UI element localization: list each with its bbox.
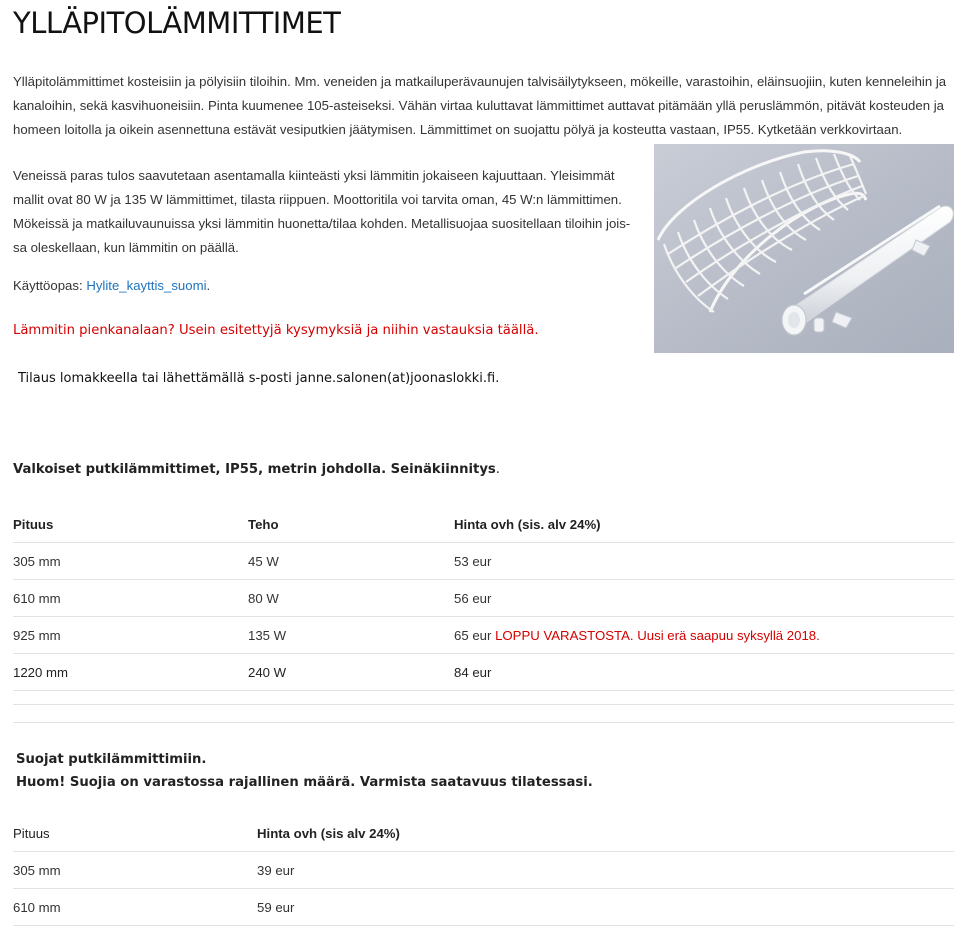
cell-power: 240 W bbox=[248, 654, 454, 691]
table-row bbox=[13, 852, 954, 889]
guide-prefix: Käyttöopas: bbox=[13, 278, 87, 293]
divider bbox=[13, 722, 954, 723]
product-image bbox=[654, 144, 954, 353]
table-row bbox=[13, 543, 954, 580]
cell-price: 53 eur bbox=[454, 543, 954, 580]
table-header-row bbox=[13, 815, 954, 852]
cell-price: 56 eur bbox=[454, 580, 954, 617]
guards-title: Suojat putkilämmittimiin. bbox=[16, 752, 207, 767]
cell-power: 45 W bbox=[248, 543, 454, 580]
heaters-title-dot: . bbox=[495, 462, 500, 477]
table-row bbox=[13, 654, 954, 691]
cell-length: 610 mm bbox=[13, 889, 257, 926]
guide-line bbox=[13, 278, 210, 293]
cell-length: 1220 mm bbox=[13, 654, 248, 691]
heaters-title-text: Valkoiset putkilämmittimet, IP55, metrin johdolla. Seinäkiinnitys bbox=[13, 462, 496, 477]
col-header-length: Pituus bbox=[13, 506, 248, 543]
cell-length: 925 mm bbox=[13, 617, 248, 654]
cell-power: 135 W bbox=[248, 617, 454, 654]
heaters-table bbox=[13, 506, 954, 691]
cell-price: 59 eur bbox=[257, 889, 954, 926]
cell-power: 80 W bbox=[248, 580, 454, 617]
table-row bbox=[13, 580, 954, 617]
divider bbox=[13, 704, 954, 705]
col-header-length: Pituus bbox=[13, 815, 257, 852]
faq-link[interactable]: Lämmitin pienkanalaan? Usein esitettyjä kysymyksiä ja niihin vastauksia täällä. bbox=[13, 323, 539, 338]
out-of-stock-note: LOPPU VARASTOSTA. Uusi erä saapuu syksyllä 2018. bbox=[495, 627, 820, 643]
intro-paragraph: Ylläpitolämmittimet kosteisiin ja pölyisiin tiloihin. Mm. veneiden ja matkailuperävaunujen talvisäilytykseen, mökeille, varastoihin, eläinsuojiin, kuten kenneleihin ja kanaloihin, sekä kasvihuoneisiin. Pinta kuumenee 105-asteiseksi. Vähän virtaa kuluttavat lämmittimet auttavat pitämään yllä peruslämmön, pitävät kosteuden ja homeen loitolla ja oikein asennettuna estävät vesiputkien jäätymisen. Lämmittimet on suojattu pölyä ja kosteutta vastaan, IP55. Kytketään verkkovirtaan. bbox=[13, 74, 947, 137]
guards-stock-note: Huom! Suojia on varastossa rajallinen määrä. Varmista saatavuus tilatessasi. bbox=[16, 775, 593, 790]
table-header-row bbox=[13, 506, 954, 543]
heaters-title bbox=[13, 462, 500, 477]
cell-length: 610 mm bbox=[13, 580, 248, 617]
page-title: YLLÄPITOLÄMMITTIMET bbox=[13, 6, 341, 40]
table-row bbox=[13, 617, 954, 654]
guide-suffix: . bbox=[206, 278, 211, 293]
cell-price-with-note bbox=[454, 617, 954, 654]
guards-table bbox=[13, 815, 954, 926]
col-header-power: Teho bbox=[248, 506, 454, 543]
usage-paragraph: Veneissä paras tulos saavutetaan asentamalla kiinteästi yksi lämmitin jokaiseen kajuuttaan. Yleisimmät mallit ovat 80 W ja 135 W lämmittimet, tilasta riippuen. Moottoritila voi tarvita oman, 45 W:n lämmittimen. Mökeissä ja matkailuvaunuissa yksi lämmitin huonetta/tilaa kohden. Metallisuojaa suositellaan tiloihin jois-sa oleskellaan, kun lämmitin on päällä. bbox=[13, 168, 631, 255]
guide-link[interactable]: Hylite_kayttis_suomi bbox=[86, 278, 207, 293]
col-header-price: Hinta ovh (sis alv 24%) bbox=[257, 815, 954, 852]
cell-price: 39 eur bbox=[257, 852, 954, 889]
cell-price: 65 eur bbox=[454, 627, 492, 643]
cell-price: 84 eur bbox=[454, 654, 954, 691]
order-info: Tilaus lomakkeella tai lähettämällä s-posti janne.salonen(at)joonaslokki.fi. bbox=[18, 371, 500, 386]
col-header-price: Hinta ovh (sis. alv 24%) bbox=[454, 506, 954, 543]
guards-heading bbox=[16, 748, 593, 794]
cell-length: 305 mm bbox=[13, 543, 248, 580]
cell-length: 305 mm bbox=[13, 852, 257, 889]
table-row bbox=[13, 889, 954, 926]
